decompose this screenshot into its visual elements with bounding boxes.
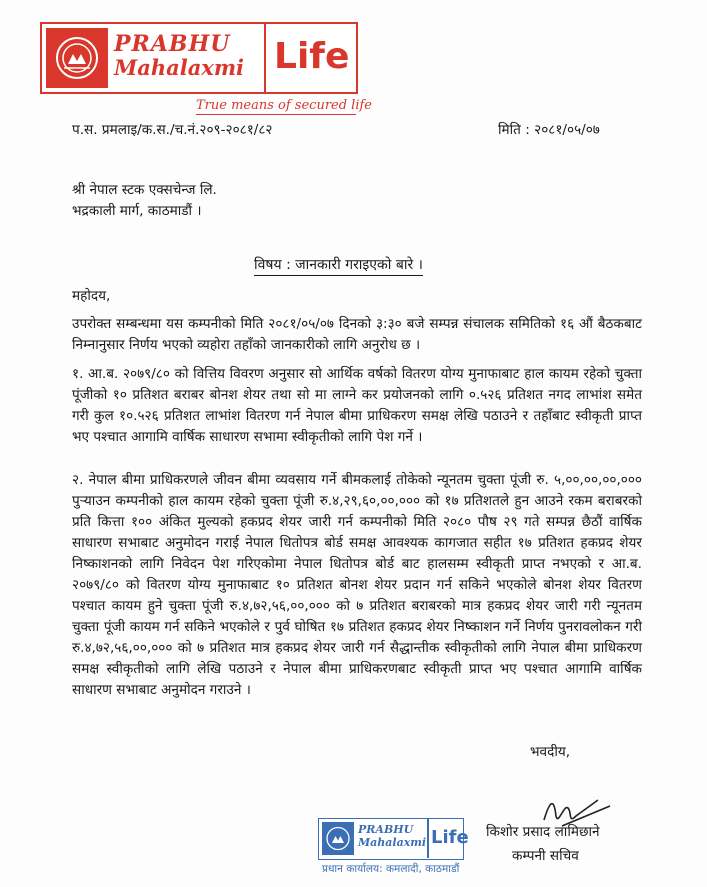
subject-line: विषय : जानकारी गराइएको बारे ।: [254, 255, 423, 276]
salutation: महोदय,: [72, 288, 111, 304]
tagline-underline: [196, 114, 356, 115]
footer-wordmark: [358, 823, 426, 849]
footer-name-line2: Mahalaxmi: [358, 836, 427, 849]
footer-life: Life: [431, 827, 469, 848]
footer-logo: [318, 818, 469, 860]
footer-name-line1: PRABHU: [358, 823, 414, 836]
signatory-title: कम्पनी सचिव: [512, 848, 579, 864]
footer-address: प्रधान कार्यालय: कमलादी, काठमाडौं: [322, 863, 460, 875]
logo-wordmark: [114, 32, 244, 80]
company-logo: [40, 22, 358, 94]
logo-name-line2: Mahalaxmi: [114, 55, 245, 80]
intro-paragraph: उपरोक्त सम्बन्धमा यस कम्पनीको मिति २०८१/०५/०७ दिनको ३:३० बजे सम्पन्न संचालक समितिको १६ औं बैठकबाट निम्नानुसार निर्णय भएको व्यहोरा तहाँको जानकारीको लागि अनुरोध छ ।: [72, 316, 642, 353]
logo-divider: [264, 24, 266, 92]
footer-logo-divider: [427, 819, 429, 858]
closing: भवदीय,: [530, 744, 571, 760]
reference-number: प.स. प्रमलाइ/क.स./च.नं.२०९-२०८१/८२: [72, 122, 273, 138]
letter-date: मिति : २०८१/०५/०७: [498, 122, 600, 138]
logo-tagline: True means of secured life: [196, 98, 373, 113]
footer-emblem-icon: [322, 822, 354, 855]
point-2-paragraph: २. नेपाल बीमा प्राधिकरणले जीवन बीमा व्यवसाय गर्ने बीमकलाई तोकेको न्यूनतम चुक्ता पूंजी रु. ५,००,००,००,००० पुऱ्याउन कम्पनीको हाल कायम रहेको चुक्ता पूंजी रु.४,२९,६०,००,००० को १७ प्रतिशतले हुन आउने रकम बराबरको प्रति कित्ता १०० अंकित मुल्यको हकप्रद शेयर जारी गर्न कम्पनीको मिति २०८० पौष २९ गते सम्पन्न छैठौं वार्षिक साधारण सभाबाट अनुमोदन गराई नेपाल धितोपत्र बोर्ड समक्ष आवश्यक कागजात सहीत १७ प्रतिशत हकप्रद शेयर निष्काशनको लागि निवेदन पेश गरिएकोमा नेपाल धितोपत्र बोर्ड बाट हालसम्म स्वीकृती प्राप्त नभएको र आ.ब. २०७९/८० को वितरण योग्य मुनाफाबाट १० प्रतिशत बोनश शेयर प्रदान गर्न सकिने भएकोले बोनश शेयर वितरण पश्चात कायम हुने चुक्ता पूंजी रु.४,७२,५६,००,००० को ७ प्रतिशत बराबरको मात्र हकप्रद शेयर जारी गरी न्यूनतम चुक्ता पूंजी कायम गर्न सकिने भएकोले र पुर्व घोषित १७ प्रतिशत हकप्रद शेयर निष्काशन गर्ने निर्णय पुनरावलोकन गरी रु.४,७२,५६,००,००० को ७ प्रतिशत मात्र हकप्रद शेयर जारी गर्न सैद्धान्तीक स्वीकृतीको लागि नेपाल बीमा प्राधिकरण समक्ष स्वीकृतीको लागि लेखि पठाउने र नेपाल बीमा प्राधिकरणबाट स्वीकृती प्राप्त भए पश्चात आगामि वार्षिक साधारण सभाबाट अनुमोदन गराउने ।: [72, 472, 642, 698]
recipient-line2: भद्रकाली मार्ग, काठमाडौं ।: [72, 203, 202, 219]
logo-life: Life: [274, 36, 350, 77]
lotus-emblem-icon: [46, 28, 108, 88]
point-1-paragraph: १. आ.ब. २०७९/८० को वित्तिय विवरण अनुसार सो आर्थिक वर्षको वितरण योग्य मुनाफाबाट हाल कायम रहेको चुक्ता पूंजीको १० प्रतिशत बराबर बोनश शेयर तथा सो मा लाग्ने कर प्रयोजनको लागि ०.५२६ प्रतिशत नगद लाभांश समेत गरी कुल १०.५२६ प्रतिशत लाभांश वितरण गर्न नेपाल बीमा प्राधिकरण समक्ष लेखि पठाउने र तहाँबाट स्वीकृती प्राप्त भए पश्चात आगामि वार्षिक साधारण सभामा स्वीकृतीको लागि पेश गर्ने ।: [72, 366, 642, 445]
recipient-line1: श्री नेपाल स्टक एक्सचेन्ज लि.: [72, 182, 217, 198]
signatory-name: किशोर प्रसाद लामिछाने: [486, 824, 600, 840]
logo-name-line1: PRABHU: [114, 31, 231, 57]
